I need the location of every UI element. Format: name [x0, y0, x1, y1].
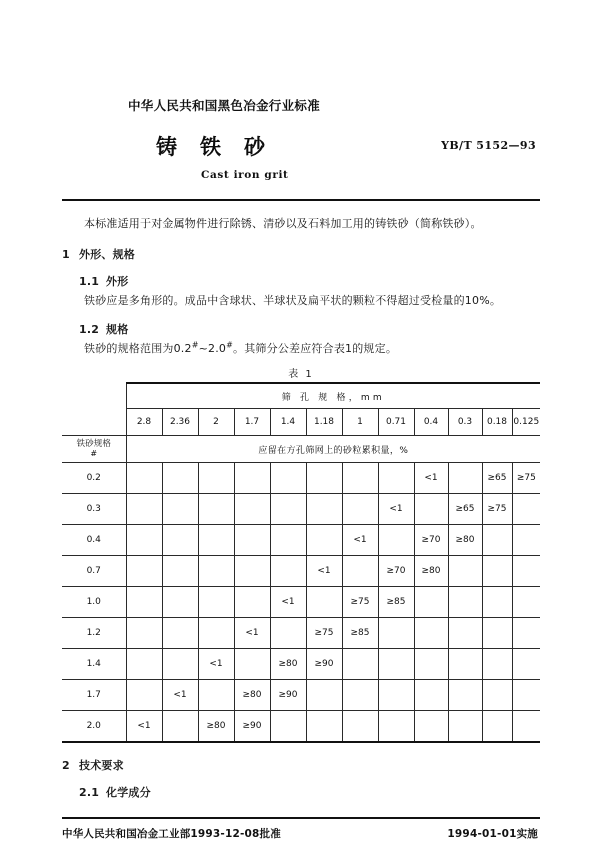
data-cell: <1 — [162, 680, 198, 711]
section-2-heading — [62, 757, 540, 773]
data-cell — [198, 556, 234, 587]
data-cell — [306, 494, 342, 525]
grit-hash-mark-1: # — [191, 339, 199, 349]
data-cell — [378, 680, 414, 711]
data-cell — [448, 618, 482, 649]
page-content — [62, 0, 540, 842]
data-cell: <1 — [414, 463, 448, 494]
table-row — [62, 463, 540, 494]
title-row — [62, 131, 540, 165]
table-caption: 表 1 — [288, 369, 314, 381]
row-label: 2.0 — [62, 711, 126, 743]
data-cell — [512, 680, 540, 711]
data-cell: ≥65 — [482, 463, 512, 494]
data-cell — [342, 494, 378, 525]
data-cell: <1 — [126, 711, 162, 743]
data-cell: ≥75 — [306, 618, 342, 649]
data-cell — [448, 680, 482, 711]
data-cell — [414, 494, 448, 525]
data-cell — [414, 649, 448, 680]
data-cell — [306, 711, 342, 743]
header-divider-rule — [62, 199, 540, 201]
data-cell: ≥80 — [448, 525, 482, 556]
row-label: 1.4 — [62, 649, 126, 680]
data-cell — [234, 494, 270, 525]
data-cell — [198, 587, 234, 618]
data-cell — [512, 494, 540, 525]
section-2-title: 技术要求 — [79, 759, 124, 773]
table-sieve-size-row — [62, 409, 540, 436]
data-cell — [342, 711, 378, 743]
data-cell — [126, 649, 162, 680]
implementation-date: 1994-01-01实施 — [447, 828, 538, 841]
data-cell — [482, 618, 512, 649]
data-cell — [512, 618, 540, 649]
data-cell — [378, 711, 414, 743]
corner-label-text: 铁砂规格 — [76, 438, 111, 449]
data-cell: ≥75 — [512, 463, 540, 494]
data-cell: <1 — [198, 649, 234, 680]
data-cell — [512, 711, 540, 743]
data-cell — [234, 649, 270, 680]
section-1-2-number: 1.2 — [79, 322, 100, 336]
section-1-title: 外形、规格 — [79, 248, 135, 262]
corner-label-unit: # — [90, 449, 98, 459]
data-cell — [414, 680, 448, 711]
page-footer — [62, 826, 540, 842]
row-label: 1.2 — [62, 618, 126, 649]
data-cell — [198, 618, 234, 649]
data-cell — [378, 649, 414, 680]
data-cell — [482, 525, 512, 556]
data-cell — [306, 463, 342, 494]
data-cell — [378, 618, 414, 649]
approval-statement: 中华人民共和国冶金工业部1993-12-08批准 — [62, 828, 281, 841]
standard-number: YB/T 5152—93 — [441, 139, 536, 152]
data-cell — [342, 556, 378, 587]
section-1-2-title: 规格 — [106, 322, 129, 336]
data-cell — [126, 618, 162, 649]
section-1-1-number: 1.1 — [79, 275, 100, 289]
data-cell — [512, 649, 540, 680]
data-cell — [126, 494, 162, 525]
data-cell — [414, 711, 448, 743]
data-cell — [126, 463, 162, 494]
data-cell: <1 — [270, 587, 306, 618]
data-cell: ≥90 — [270, 680, 306, 711]
document-title-english: Cast iron grit — [201, 169, 289, 181]
data-cell — [306, 587, 342, 618]
grit-spec-corner-label — [62, 436, 126, 463]
table-row — [62, 618, 540, 649]
data-cell: ≥80 — [234, 680, 270, 711]
section-2-1-title: 化学成分 — [106, 786, 151, 800]
section-1-number: 1 — [62, 248, 70, 262]
data-cell — [448, 463, 482, 494]
data-cell: ≥85 — [342, 618, 378, 649]
section-2-number: 2 — [62, 759, 70, 773]
data-cell — [270, 525, 306, 556]
data-cell: ≥70 — [378, 556, 414, 587]
data-cell — [270, 711, 306, 743]
sieve-size-cell: 2.8 — [126, 409, 162, 436]
data-cell — [342, 463, 378, 494]
sieve-size-cell: 0.4 — [414, 409, 448, 436]
data-cell — [234, 556, 270, 587]
grit-hash-mark-2: # — [226, 339, 234, 349]
data-cell — [306, 525, 342, 556]
data-cell — [234, 463, 270, 494]
scope-paragraph: 本标准适用于对金属物件进行除锈、清砂以及石料加工用的铸铁砂（简称铁砂）。 — [84, 217, 482, 230]
row-label: 0.3 — [62, 494, 126, 525]
row-label: 0.2 — [62, 463, 126, 494]
table-row — [62, 587, 540, 618]
table-band-header-row — [62, 436, 540, 463]
data-cell — [234, 525, 270, 556]
data-cell — [162, 463, 198, 494]
section-1-1-title: 外形 — [106, 275, 129, 289]
data-cell — [378, 525, 414, 556]
spec-range-suffix: 。其筛分公差应符合表1的规定。 — [233, 341, 398, 355]
table-body — [62, 383, 540, 742]
data-cell: ≥90 — [234, 711, 270, 743]
data-cell — [448, 711, 482, 743]
data-cell: <1 — [234, 618, 270, 649]
section-1-2-text — [62, 341, 540, 358]
sieve-size-cell: 0.18 — [482, 409, 512, 436]
data-cell — [198, 525, 234, 556]
table-row — [62, 525, 540, 556]
data-cell — [448, 587, 482, 618]
row-label: 0.4 — [62, 525, 126, 556]
row-label: 1.7 — [62, 680, 126, 711]
data-cell — [162, 494, 198, 525]
data-cell — [482, 680, 512, 711]
data-cell — [448, 556, 482, 587]
data-cell — [342, 649, 378, 680]
standard-organization-heading: 中华人民共和国黑色冶金行业标准 — [128, 98, 321, 113]
data-cell: ≥65 — [448, 494, 482, 525]
corner-header-cell — [62, 383, 126, 436]
data-cell — [270, 494, 306, 525]
data-cell: ≥75 — [482, 494, 512, 525]
data-cell — [162, 525, 198, 556]
table-row — [62, 680, 540, 711]
data-cell: ≥70 — [414, 525, 448, 556]
table-group-header-row — [62, 383, 540, 409]
sieve-size-cell: 1.4 — [270, 409, 306, 436]
data-cell — [482, 587, 512, 618]
data-cell — [270, 463, 306, 494]
data-cell — [306, 680, 342, 711]
data-cell — [126, 556, 162, 587]
data-cell — [126, 587, 162, 618]
sieve-size-cell: 1 — [342, 409, 378, 436]
document-title: 铸铁砂 — [156, 135, 288, 159]
sieve-size-cell: 0.71 — [378, 409, 414, 436]
data-cell — [162, 618, 198, 649]
table-row — [62, 711, 540, 743]
data-cell: <1 — [306, 556, 342, 587]
data-cell — [512, 525, 540, 556]
data-cell — [162, 711, 198, 743]
data-cell — [414, 587, 448, 618]
cumulative-retention-header: 应留在方孔筛网上的砂粒累积量，% — [126, 436, 540, 463]
data-cell — [512, 556, 540, 587]
data-cell — [482, 556, 512, 587]
data-cell: <1 — [342, 525, 378, 556]
section-1-heading — [62, 246, 540, 262]
data-cell: ≥80 — [198, 711, 234, 743]
data-cell — [378, 463, 414, 494]
data-cell — [270, 556, 306, 587]
table-row — [62, 556, 540, 587]
sieve-size-cell: 2.36 — [162, 409, 198, 436]
spec-range-prefix: 铁砂的规格范围为0.2 — [84, 341, 192, 355]
data-cell: ≥85 — [378, 587, 414, 618]
data-cell — [448, 649, 482, 680]
data-cell: ≥75 — [342, 587, 378, 618]
data-cell — [512, 587, 540, 618]
sieve-size-cell: 0.3 — [448, 409, 482, 436]
row-label: 1.0 — [62, 587, 126, 618]
section-1-1-text: 铁砂应是多角形的。成品中含球状、半球状及扁平状的颗粒不得超过受检量的10%。 — [84, 294, 502, 308]
spec-range-middle: ~2.0 — [198, 341, 227, 355]
table-row — [62, 649, 540, 680]
section-1-1-heading — [62, 273, 540, 289]
section-2-1-heading — [62, 784, 540, 800]
table-row — [62, 494, 540, 525]
data-cell: ≥80 — [270, 649, 306, 680]
sieve-specification-table — [62, 382, 540, 743]
data-cell — [126, 680, 162, 711]
footer-divider-rule — [62, 817, 540, 819]
data-cell — [162, 587, 198, 618]
sieve-size-cell: 1.18 — [306, 409, 342, 436]
section-1-2-heading — [62, 321, 540, 337]
data-cell — [162, 556, 198, 587]
row-label: 0.7 — [62, 556, 126, 587]
data-cell: ≥80 — [414, 556, 448, 587]
data-cell — [198, 680, 234, 711]
data-cell — [270, 618, 306, 649]
data-cell — [482, 711, 512, 743]
sieve-size-cell: 2 — [198, 409, 234, 436]
data-cell — [198, 494, 234, 525]
section-2-1-number: 2.1 — [79, 786, 100, 800]
sieve-size-cell: 1.7 — [234, 409, 270, 436]
data-cell — [342, 680, 378, 711]
sieve-group-header: 筛 孔 规 格，mm — [126, 383, 540, 409]
data-cell — [234, 587, 270, 618]
data-cell: ≥90 — [306, 649, 342, 680]
data-cell — [482, 649, 512, 680]
sieve-size-cell: 0.125 — [512, 409, 540, 436]
data-cell — [126, 525, 162, 556]
data-cell — [162, 649, 198, 680]
data-cell — [198, 463, 234, 494]
data-cell — [414, 618, 448, 649]
data-cell: <1 — [378, 494, 414, 525]
